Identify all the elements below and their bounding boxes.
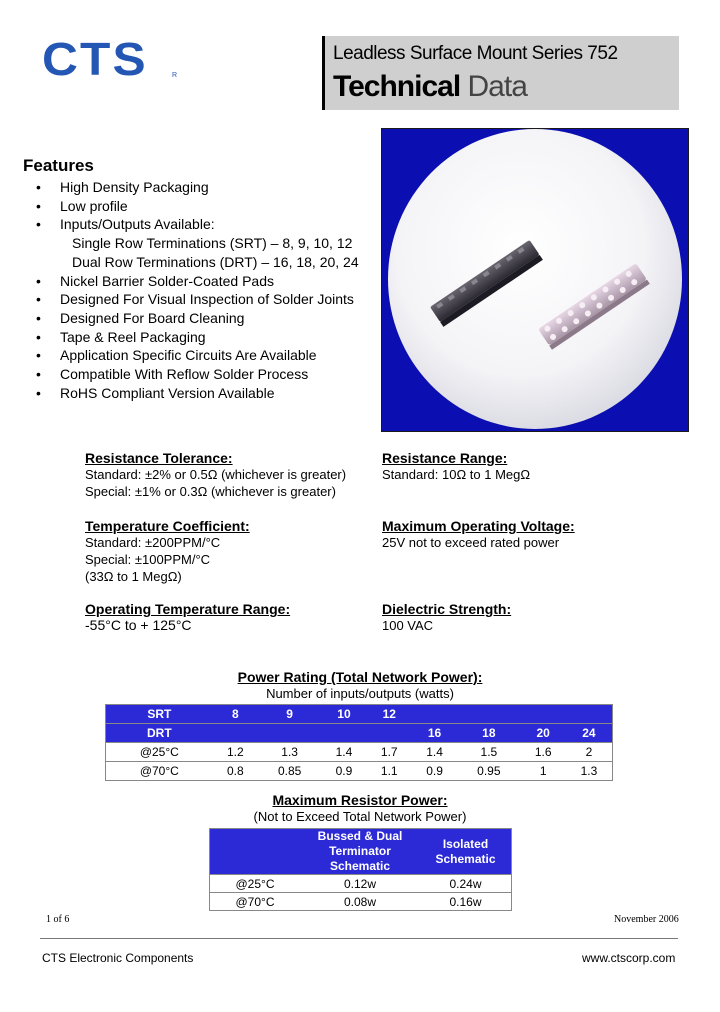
table-row [106,743,613,762]
table-row [210,829,512,875]
table-cell [321,724,366,743]
features-heading: Features [23,156,94,175]
table-cell [412,705,457,724]
table-cell: 8 [213,705,258,724]
table-cell: 1.6 [521,743,566,762]
table-cell [521,705,566,724]
list-subitem: Single Row Terminations (SRT) – 8, 9, 10, 12 [72,235,353,252]
resistance-tolerance-heading: Resistance Tolerance: [85,450,233,466]
document-date: November 2006 [614,914,679,925]
table-cell: 0.8 [213,762,258,781]
list-item: • Low profile [36,197,376,216]
resistance-range-section [382,450,530,483]
list-item: • High Density Packaging [36,178,376,197]
title-technical: Technical [333,70,461,103]
list-item: • Compatible With Reflow Solder Process [36,365,376,384]
dielectric-heading: Dielectric Strength: [382,601,512,617]
resistor-power-table [209,828,512,911]
footer-divider [40,938,678,939]
footer-company: CTS Electronic Components [42,951,194,965]
table-header-cell: Bussed & Dual Terminator Schematic [300,829,420,875]
operating-temp-value: -55°C to + 125°C [85,617,192,633]
resistor-power-title: Maximum Resistor Power: [272,792,448,808]
list-item: • Designed For Visual Inspection of Solder Joints [36,290,376,309]
table-cell: 1.1 [367,762,412,781]
table-cell: 1 [521,762,566,781]
power-rating-table [105,704,613,781]
temperature-coefficient-heading: Temperature Coefficient: [85,518,250,534]
table-cell: SRT [106,705,213,724]
table-cell: 1.4 [321,743,366,762]
list-item: • Application Specific Circuits Are Available [36,346,376,365]
resistance-tolerance-standard: Standard: ±2% or 0.5Ω (whichever is greater) [85,467,347,482]
page-title [333,70,527,104]
table-cell [457,705,520,724]
table-cell: 20 [521,724,566,743]
table-row [210,893,512,911]
page-number: 1 of 6 [46,914,70,925]
operating-temp-heading: Operating Temperature Range: [85,601,291,617]
table-cell: 1.3 [258,743,321,762]
list-item: • RoHS Compliant Version Available [36,384,376,403]
series-subtitle: Leadless Surface Mount Series 752 [333,43,618,64]
table-cell: 2 [566,743,613,762]
table-cell: 9 [258,705,321,724]
resistance-tolerance-special: Special: ±1% or 0.3Ω (whichever is greater) [85,484,336,499]
title-data: Data [467,70,527,103]
table-cell: 24 [566,724,613,743]
table-row [106,705,613,724]
table-cell [566,705,613,724]
product-photo [381,128,689,432]
table-cell [213,724,258,743]
table-cell: @25°C [106,743,213,762]
table-row [106,762,613,781]
table-cell: 12 [367,705,412,724]
dielectric-value: 100 VAC [382,618,434,633]
list-item: • Inputs/Outputs Available: [36,215,376,234]
resistance-range-standard: Standard: 10Ω to 1 MegΩ [382,467,531,482]
power-rating-title: Power Rating (Total Network Power): [237,669,483,685]
list-subitem: Dual Row Terminations (DRT) – 16, 18, 20, 24 [72,253,359,270]
table-cell: 0.85 [258,762,321,781]
registered-mark: R [172,72,178,79]
table-cell: 0.95 [457,762,520,781]
header-box [322,36,679,110]
table-header-cell: Isolated Schematic [420,829,512,875]
temperature-coefficient-standard: Standard: ±200PPM/°C [85,535,221,550]
table-cell: 0.16w [420,893,512,911]
table-cell: 0.12w [300,875,420,893]
features-list [36,178,376,402]
table-row [210,875,512,893]
table-cell: 1.7 [367,743,412,762]
operating-temp-section [85,601,290,634]
table-cell: DRT [106,724,213,743]
max-voltage-section [382,518,575,551]
table-cell [367,724,412,743]
list-item: • Nickel Barrier Solder-Coated Pads [36,272,376,291]
cts-logo: CTS [42,33,148,85]
product-photo-image [382,129,688,431]
table-cell: 0.9 [321,762,366,781]
table-cell: @25°C [210,875,301,893]
footer-website[interactable]: www.ctscorp.com [582,951,676,965]
temperature-coefficient-section [85,518,250,585]
table-cell [258,724,321,743]
table-cell: 1.5 [457,743,520,762]
max-voltage-heading: Maximum Operating Voltage: [382,518,575,534]
max-voltage-value: 25V not to exceed rated power [382,535,560,550]
table-cell: 0.24w [420,875,512,893]
table-cell: 0.08w [300,893,420,911]
power-rating-subtitle: Number of inputs/outputs (watts) [266,686,454,701]
table-cell: 1.3 [566,762,613,781]
list-item: • Designed For Board Cleaning [36,309,376,328]
temperature-coefficient-range: (33Ω to 1 MegΩ) [85,569,182,584]
table-cell: 1.4 [412,743,457,762]
resistor-power-subtitle: (Not to Exceed Total Network Power) [253,809,467,824]
table-row [106,724,613,743]
table-cell: @70°C [210,893,301,911]
dielectric-section [382,601,511,634]
list-item: • Tape & Reel Packaging [36,328,376,347]
table-cell: 18 [457,724,520,743]
table-cell: 16 [412,724,457,743]
temperature-coefficient-special: Special: ±100PPM/°C [85,552,211,567]
table-cell: @70°C [106,762,213,781]
resistance-range-heading: Resistance Range: [382,450,508,466]
table-cell: 0.9 [412,762,457,781]
table-header-cell [210,829,301,875]
resistance-tolerance-section [85,450,346,500]
table-cell: 10 [321,705,366,724]
table-cell: 1.2 [213,743,258,762]
